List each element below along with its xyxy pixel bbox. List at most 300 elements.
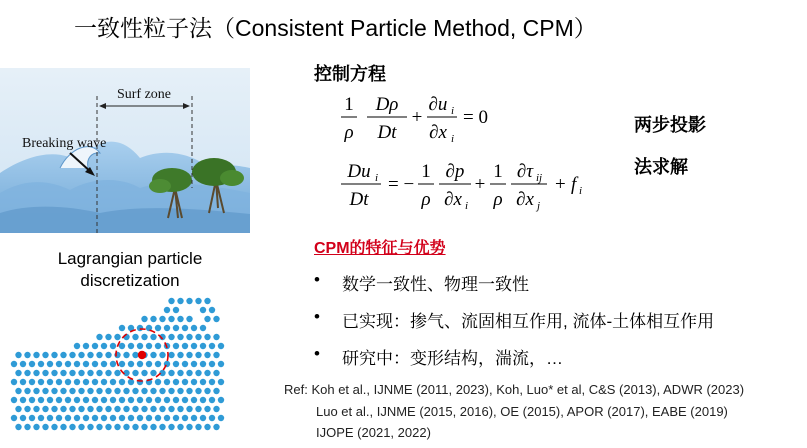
particle-dot bbox=[65, 415, 71, 421]
particle-dot bbox=[204, 370, 210, 376]
particle-dot bbox=[186, 334, 192, 340]
feature-bullet bbox=[314, 344, 563, 369]
svg-text:1: 1 bbox=[493, 161, 503, 182]
particle-dot bbox=[42, 352, 48, 358]
particle-dot bbox=[159, 424, 165, 430]
particle-dot bbox=[177, 388, 183, 394]
feature-text: 研究中：变形结构，湍流，… bbox=[342, 349, 563, 368]
method-label-line-2: 法求解 bbox=[634, 157, 688, 177]
particle-dot bbox=[159, 352, 165, 358]
particle-dot bbox=[168, 424, 174, 430]
particle-dot bbox=[209, 397, 215, 403]
particle-dot bbox=[155, 379, 161, 385]
particle-dot bbox=[132, 334, 138, 340]
breaking-wave-label: Breaking wave bbox=[22, 136, 107, 151]
particle-dot bbox=[132, 424, 138, 430]
particle-dot bbox=[164, 307, 170, 313]
particle-dot bbox=[182, 379, 188, 385]
surf-zone-figure bbox=[0, 68, 250, 233]
particle-dot bbox=[146, 397, 152, 403]
particle-dot bbox=[11, 397, 17, 403]
eq2-lhs-denominator: Dt bbox=[349, 189, 369, 210]
particle-dot bbox=[195, 388, 201, 394]
particle-dot bbox=[42, 388, 48, 394]
particle-dot bbox=[213, 334, 219, 340]
eq2-lhs-numerator: Du bbox=[347, 161, 371, 182]
particle-dot bbox=[60, 370, 66, 376]
particle-dot bbox=[177, 424, 183, 430]
particle-discretization-figure bbox=[0, 295, 240, 435]
particle-dot bbox=[114, 334, 120, 340]
particle-dot bbox=[137, 397, 143, 403]
particle-dot bbox=[186, 424, 192, 430]
particle-dot bbox=[60, 424, 66, 430]
particle-dot bbox=[24, 424, 30, 430]
particle-dot bbox=[24, 370, 30, 376]
particle-dot bbox=[87, 424, 93, 430]
particle-dot bbox=[132, 352, 138, 358]
eq1-rhs: = 0 bbox=[463, 107, 488, 128]
particle-dot bbox=[69, 406, 75, 412]
particle-dot bbox=[119, 415, 125, 421]
particle-dot bbox=[114, 370, 120, 376]
particle-dot bbox=[69, 388, 75, 394]
particle-dot bbox=[195, 406, 201, 412]
particle-dot bbox=[24, 388, 30, 394]
particle-dot bbox=[56, 361, 62, 367]
particle-dot bbox=[105, 334, 111, 340]
particle-dot bbox=[65, 379, 71, 385]
particle-dot bbox=[168, 406, 174, 412]
particle-dot bbox=[69, 352, 75, 358]
particle-dot bbox=[11, 415, 17, 421]
feature-text: 已实现：掺气、流固相互作用, 流体-土体相互作用 bbox=[342, 312, 715, 331]
particle-dot bbox=[159, 406, 165, 412]
svg-text:ρ: ρ bbox=[344, 122, 354, 143]
slide-title: 一致性粒子法（Consistent Particle Method, CPM） bbox=[74, 15, 597, 41]
particle-dot bbox=[38, 361, 44, 367]
particle-dot bbox=[105, 370, 111, 376]
particle-dot bbox=[74, 361, 80, 367]
particle-dot bbox=[33, 388, 39, 394]
particle-dot bbox=[83, 379, 89, 385]
particle-dot bbox=[137, 325, 143, 331]
particle-dot bbox=[78, 370, 84, 376]
particle-dot bbox=[173, 325, 179, 331]
particle-dot bbox=[105, 388, 111, 394]
particle-dot bbox=[83, 343, 89, 349]
particle-dot bbox=[20, 415, 26, 421]
particle-dot bbox=[182, 361, 188, 367]
particle-dot bbox=[200, 361, 206, 367]
eq1-term2-numerator: ∂u bbox=[428, 94, 448, 115]
particle-dot bbox=[128, 379, 134, 385]
particle-dot bbox=[47, 361, 53, 367]
particle-dot bbox=[78, 388, 84, 394]
particle-dot bbox=[204, 388, 210, 394]
particle-dot bbox=[177, 406, 183, 412]
particle-figure-caption bbox=[20, 248, 240, 292]
particle-dot bbox=[119, 397, 125, 403]
particle-dot bbox=[173, 397, 179, 403]
particle-dot bbox=[209, 379, 215, 385]
particle-dot bbox=[128, 415, 134, 421]
particle-dot bbox=[200, 343, 206, 349]
particle-dot bbox=[168, 370, 174, 376]
governing-equations-heading: 控制方程 bbox=[314, 64, 386, 84]
particle-dot bbox=[92, 379, 98, 385]
caption-line-1: Lagrangian particle bbox=[57, 249, 203, 268]
svg-text:i: i bbox=[579, 185, 583, 197]
particle-dot bbox=[191, 397, 197, 403]
feature-bullet bbox=[314, 307, 714, 332]
particle-dot bbox=[164, 397, 170, 403]
particle-dot bbox=[177, 352, 183, 358]
particle-dot bbox=[60, 388, 66, 394]
particle-dot bbox=[15, 424, 21, 430]
continuity-equation bbox=[335, 88, 515, 150]
eq1-term2-denominator: ∂x bbox=[429, 122, 447, 143]
particle-dot bbox=[132, 406, 138, 412]
particle-dot bbox=[182, 397, 188, 403]
particle-dot bbox=[191, 415, 197, 421]
particle-dot bbox=[119, 325, 125, 331]
particle-dot bbox=[51, 424, 57, 430]
particle-dot bbox=[42, 406, 48, 412]
eq2-pressure-numerator: ∂p bbox=[445, 161, 465, 182]
particle-dot bbox=[29, 415, 35, 421]
particle-dot bbox=[168, 334, 174, 340]
particle-dot bbox=[200, 415, 206, 421]
particle-dot bbox=[182, 325, 188, 331]
particle-dot bbox=[96, 352, 102, 358]
particle-dot bbox=[150, 352, 156, 358]
particle-dot bbox=[29, 397, 35, 403]
svg-text:+: + bbox=[474, 174, 486, 195]
particle-dot bbox=[101, 343, 107, 349]
particle-dot bbox=[74, 415, 80, 421]
particle-dot bbox=[51, 406, 57, 412]
particle-dot bbox=[168, 352, 174, 358]
particle-dot bbox=[195, 334, 201, 340]
particle-dot bbox=[159, 388, 165, 394]
particle-dot bbox=[150, 370, 156, 376]
feature-bullet bbox=[314, 270, 529, 295]
particle-dot bbox=[213, 388, 219, 394]
eq2-body-force: f bbox=[571, 174, 577, 195]
particle-dot bbox=[38, 415, 44, 421]
particle-dot bbox=[119, 343, 125, 349]
svg-text:= −: = − bbox=[388, 174, 415, 195]
particle-dot bbox=[74, 397, 80, 403]
particle-dot bbox=[87, 352, 93, 358]
particle-dot bbox=[200, 325, 206, 331]
particle-dot bbox=[155, 415, 161, 421]
particle-dot bbox=[150, 388, 156, 394]
particle-dot bbox=[173, 379, 179, 385]
particle-dot bbox=[47, 397, 53, 403]
particle-dot bbox=[105, 406, 111, 412]
particle-dot bbox=[177, 334, 183, 340]
particle-dot bbox=[101, 415, 107, 421]
svg-text:j: j bbox=[537, 200, 541, 212]
particle-dot bbox=[137, 415, 143, 421]
eq1-term1-numerator: Dρ bbox=[375, 94, 399, 115]
particle-dot bbox=[137, 379, 143, 385]
particle-dot bbox=[96, 370, 102, 376]
svg-text:i: i bbox=[451, 133, 455, 145]
particle-dot bbox=[83, 397, 89, 403]
particle-dot bbox=[137, 343, 143, 349]
particle-dot bbox=[209, 307, 215, 313]
particle-dot bbox=[60, 406, 66, 412]
particle-dot bbox=[173, 343, 179, 349]
particle-dot bbox=[114, 406, 120, 412]
particle-dot bbox=[110, 379, 116, 385]
particle-dot bbox=[150, 424, 156, 430]
caption-line-2: discretization bbox=[80, 271, 180, 290]
particle-dot bbox=[209, 343, 215, 349]
particle-dot bbox=[128, 361, 134, 367]
particle-dot bbox=[29, 379, 35, 385]
method-label-line-1: 两步投影 bbox=[634, 115, 706, 135]
particle-dot bbox=[78, 424, 84, 430]
particle-dot bbox=[105, 424, 111, 430]
bullet-dot: • bbox=[314, 307, 320, 326]
particle-dot bbox=[209, 415, 215, 421]
particle-dot bbox=[213, 352, 219, 358]
svg-text:+: + bbox=[411, 107, 423, 128]
target-particle bbox=[138, 351, 146, 359]
particle-dot bbox=[213, 370, 219, 376]
particle-dot bbox=[96, 388, 102, 394]
particle-dot bbox=[20, 397, 26, 403]
particle-dot bbox=[182, 343, 188, 349]
particle-dot bbox=[146, 343, 152, 349]
particle-dot bbox=[24, 352, 30, 358]
particle-dot bbox=[168, 298, 174, 304]
particle-dot bbox=[15, 352, 21, 358]
particle-dot bbox=[96, 334, 102, 340]
particle-dot bbox=[51, 388, 57, 394]
particle-dot bbox=[47, 379, 53, 385]
particle-dot bbox=[213, 424, 219, 430]
particle-dot bbox=[33, 352, 39, 358]
particle-dot bbox=[132, 370, 138, 376]
particle-dot bbox=[186, 370, 192, 376]
particle-dot bbox=[101, 361, 107, 367]
particle-dot bbox=[218, 361, 224, 367]
particle-dot bbox=[47, 415, 53, 421]
particle-dot bbox=[150, 334, 156, 340]
particle-dot bbox=[65, 361, 71, 367]
particle-dot bbox=[65, 397, 71, 403]
particle-dot bbox=[42, 424, 48, 430]
eq2-stress-numerator: ∂τ bbox=[516, 161, 534, 182]
eq2-stress-denominator: ∂x bbox=[516, 189, 534, 210]
particle-dot bbox=[96, 424, 102, 430]
particle-dot bbox=[146, 361, 152, 367]
particle-dot bbox=[186, 316, 192, 322]
particle-dot bbox=[110, 343, 116, 349]
particle-dot bbox=[186, 298, 192, 304]
particle-dot bbox=[56, 379, 62, 385]
particle-dot bbox=[33, 406, 39, 412]
particle-dot bbox=[83, 361, 89, 367]
particle-dot bbox=[168, 316, 174, 322]
particle-dot bbox=[200, 307, 206, 313]
particle-dot bbox=[33, 424, 39, 430]
particle-dot bbox=[15, 388, 21, 394]
particle-dot bbox=[168, 388, 174, 394]
eq2-pressure-denominator: ∂x bbox=[444, 189, 462, 210]
particle-dot bbox=[155, 325, 161, 331]
particle-dot bbox=[150, 406, 156, 412]
particle-dot bbox=[123, 424, 129, 430]
particle-dot bbox=[137, 361, 143, 367]
particle-dot bbox=[83, 415, 89, 421]
particle-dot bbox=[33, 370, 39, 376]
svg-text:i: i bbox=[465, 200, 469, 212]
particle-dot bbox=[213, 316, 219, 322]
particle-dot bbox=[195, 424, 201, 430]
particle-dot bbox=[92, 415, 98, 421]
particle-dot bbox=[186, 388, 192, 394]
particle-dot bbox=[96, 406, 102, 412]
svg-text:ρ: ρ bbox=[493, 189, 503, 210]
reference-line: IJOPE (2021, 2022) bbox=[316, 425, 431, 440]
particle-dot bbox=[204, 316, 210, 322]
particle-dot bbox=[15, 370, 21, 376]
particle-dot bbox=[114, 424, 120, 430]
particle-dot bbox=[204, 424, 210, 430]
particle-dot bbox=[87, 406, 93, 412]
particle-dot bbox=[74, 343, 80, 349]
particle-dot bbox=[123, 352, 129, 358]
particle-dot bbox=[164, 379, 170, 385]
particle-dot bbox=[173, 415, 179, 421]
particle-dot bbox=[150, 316, 156, 322]
particle-dot bbox=[204, 406, 210, 412]
features-heading: CPM的特征与优势 bbox=[314, 240, 446, 257]
particle-dot bbox=[51, 352, 57, 358]
eq1-term1-denominator: Dt bbox=[377, 122, 397, 143]
particle-dot bbox=[155, 397, 161, 403]
particle-dot bbox=[191, 343, 197, 349]
particle-dot bbox=[38, 379, 44, 385]
particle-dot bbox=[173, 307, 179, 313]
particle-dot bbox=[87, 370, 93, 376]
bullet-dot: • bbox=[314, 344, 320, 363]
particle-dot bbox=[15, 406, 21, 412]
particle-dot bbox=[74, 379, 80, 385]
particle-dot bbox=[92, 361, 98, 367]
particle-dot bbox=[78, 406, 84, 412]
particle-dot bbox=[195, 370, 201, 376]
particle-dot bbox=[159, 316, 165, 322]
particle-dot bbox=[24, 406, 30, 412]
particle-dot bbox=[101, 379, 107, 385]
particle-dot bbox=[132, 388, 138, 394]
particle-dot bbox=[38, 397, 44, 403]
svg-text:+: + bbox=[555, 174, 566, 195]
particle-dot bbox=[141, 334, 147, 340]
particle-dot bbox=[186, 406, 192, 412]
momentum-equation bbox=[335, 155, 595, 217]
particle-dot bbox=[155, 361, 161, 367]
particle-dot bbox=[92, 343, 98, 349]
particle-dot bbox=[204, 352, 210, 358]
svg-text:i: i bbox=[451, 105, 455, 117]
particle-dot bbox=[146, 415, 152, 421]
particle-dot bbox=[186, 352, 192, 358]
particle-dot bbox=[141, 406, 147, 412]
particle-dot bbox=[92, 397, 98, 403]
particle-dot bbox=[123, 406, 129, 412]
particle-dot bbox=[141, 388, 147, 394]
particle-dot bbox=[87, 388, 93, 394]
svg-text:i: i bbox=[375, 172, 379, 184]
particle-dot bbox=[204, 298, 210, 304]
particle-dot bbox=[182, 415, 188, 421]
particle-dot bbox=[110, 361, 116, 367]
particle-dot bbox=[177, 370, 183, 376]
particle-dot bbox=[114, 388, 120, 394]
particle-dot bbox=[119, 361, 125, 367]
particle-dot bbox=[42, 370, 48, 376]
reference-line: Luo et al., IJNME (2015, 2016), OE (2015), APOR (2017), EABE (2019) bbox=[316, 404, 728, 419]
particle-dot bbox=[56, 415, 62, 421]
particle-dot bbox=[200, 379, 206, 385]
particle-dot bbox=[209, 361, 215, 367]
particle-dot bbox=[119, 379, 125, 385]
particle-dot bbox=[218, 397, 224, 403]
particle-dot bbox=[195, 298, 201, 304]
particle-dot bbox=[173, 361, 179, 367]
reference-line: Ref: Koh et al., IJNME (2011, 2023), Koh, Luo* et al, C&S (2013), ADWR (2023) bbox=[284, 382, 745, 397]
svg-text:ρ: ρ bbox=[421, 189, 431, 210]
particle-dot bbox=[20, 379, 26, 385]
particle-dot bbox=[218, 343, 224, 349]
particle-dot bbox=[20, 361, 26, 367]
particle-dot bbox=[141, 316, 147, 322]
svg-text:ij: ij bbox=[536, 172, 543, 184]
particle-dot bbox=[11, 361, 17, 367]
particle-dot bbox=[141, 370, 147, 376]
particle-dot bbox=[204, 334, 210, 340]
particle-dot bbox=[164, 325, 170, 331]
svg-text:1: 1 bbox=[421, 161, 431, 182]
particle-dot bbox=[128, 343, 134, 349]
particle-dot bbox=[141, 424, 147, 430]
particle-dot bbox=[56, 397, 62, 403]
particle-dot bbox=[200, 397, 206, 403]
particle-dot bbox=[110, 415, 116, 421]
particle-dot bbox=[51, 370, 57, 376]
particle-dot bbox=[191, 379, 197, 385]
particle-dot bbox=[60, 352, 66, 358]
particle-dot bbox=[123, 388, 129, 394]
particle-dot bbox=[164, 415, 170, 421]
particle-dot bbox=[101, 397, 107, 403]
particle-dot bbox=[195, 352, 201, 358]
bullet-dot: • bbox=[314, 270, 320, 289]
particle-dot bbox=[218, 379, 224, 385]
particle-dot bbox=[191, 325, 197, 331]
particle-dot bbox=[69, 424, 75, 430]
feature-text: 数学一致性、物理一致性 bbox=[342, 275, 529, 294]
particle-dot bbox=[105, 352, 111, 358]
